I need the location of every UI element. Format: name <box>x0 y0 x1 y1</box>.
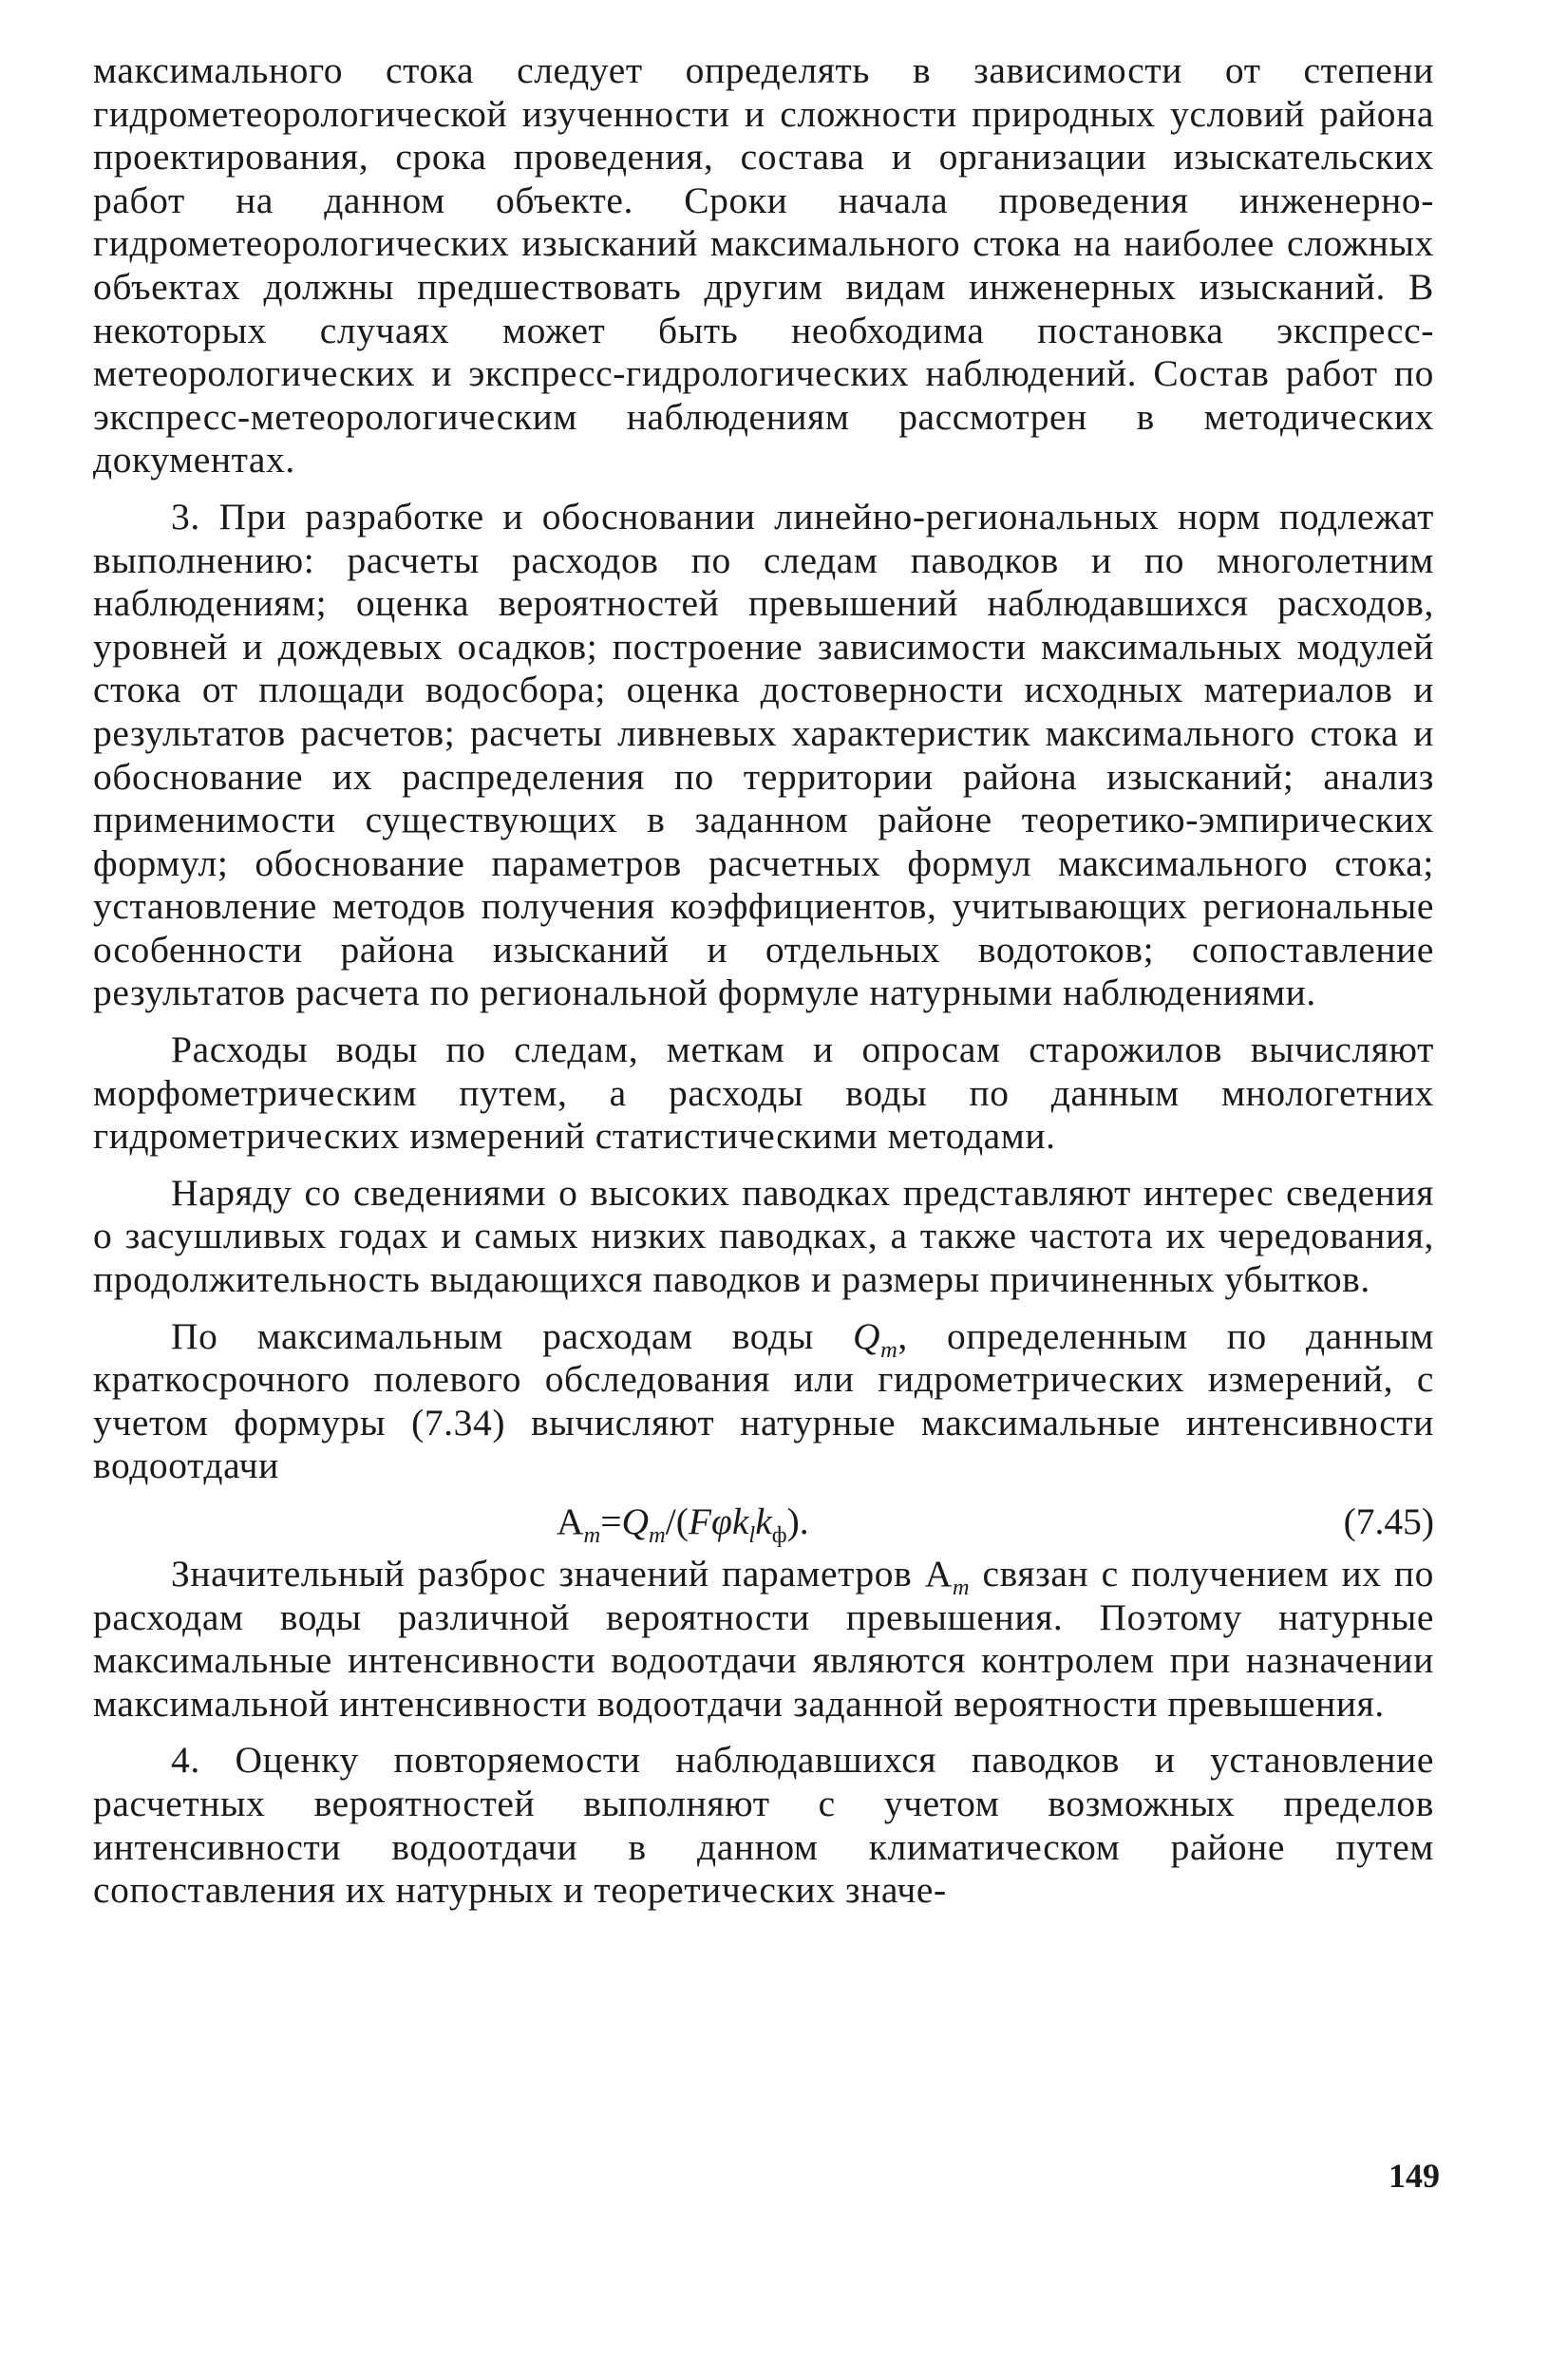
paragraph-scatter <box>93 1553 1434 1726</box>
symbol-q: Q <box>621 1500 650 1542</box>
formula-number: (7.45) <box>1343 1500 1434 1542</box>
text-segment: , определенным по данным краткосрочного полевого обследования или гидрометрических измерений, с учетом формуры (7.34) вычисляют натурные максимальные интенсивности водоотдачи <box>93 1314 1434 1487</box>
formula-tail: . <box>799 1500 809 1542</box>
symbol-m-subscript: m <box>952 1574 971 1600</box>
formula-7-45 <box>557 1496 809 1547</box>
symbol-m-subscript: m <box>649 1521 666 1548</box>
paragraph-item-4: 4. Оценку повторяемости наблюдавшихся паводков и установление расчетных вероятностей выполняют с учетом возможных пределов интенсивности водоотдачи в данном климатическом районе путем сопоставления их натурных и теоретических значе- <box>93 1739 1434 1912</box>
formula-close-paren: ) <box>786 1500 800 1542</box>
text-segment: По максимальным расходам воды <box>171 1314 853 1357</box>
formula-row <box>93 1496 1434 1547</box>
symbol-q: Q <box>852 1314 881 1357</box>
symbol-f-subscript: ф <box>771 1521 787 1548</box>
page-content <box>93 49 1434 1913</box>
paragraph-dry-years: Наряду со сведениями о высоких паводках представляют интерес сведения о засушливых годах и самых низких паводках, а также частота их чередования, продолжительность выдающихся паводков и размеры причиненных убытков. <box>93 1171 1434 1301</box>
symbol-k: k <box>731 1500 749 1542</box>
paragraph-max-discharge <box>93 1315 1434 1488</box>
text-segment: Значительный разброс значений параметров <box>171 1553 925 1595</box>
symbol-l-subscript: l <box>748 1521 756 1548</box>
symbol-m-subscript: m <box>583 1521 601 1548</box>
symbol-a: A <box>557 1500 584 1542</box>
symbol-k: k <box>755 1500 772 1542</box>
formula-slash: / <box>665 1500 676 1542</box>
paragraph-item-3: 3. При разработке и обосновании линейно-региональных норм подлежат выполнению: расчеты расходов по следам паводков и по многолетним наблюдениям; оценка вероятностей превышений наблюдавшихся расходов, уровней и дождевых осадков; построение зависимости максимальных модулей стока от площади водосбора; оценка достоверности исходных материалов и результатов расчетов; расчеты ливневых характеристик максимального стока и обоснование их распределения по территории района изысканий; анализ применимости существующих в заданном районе теоретико-эмпирических формул; обоснование параметров расчетных формул максимального стока; установление методов получения коэффициентов, учитывающих региональные особенности района изысканий и отдельных водотоков; сопоставление результатов расчета по региональной формуле натурными наблюдениями. <box>93 495 1434 1014</box>
formula-equals: = <box>600 1500 622 1542</box>
formula-open-paren: ( <box>675 1500 689 1542</box>
symbol-m-subscript: m <box>880 1336 898 1363</box>
symbol-a: A <box>924 1553 953 1595</box>
text-segment: связан с получением их по расходам воды различной вероятности превышения. Поэтому натурные максимальные интенсивности водоотдачи являются контролем при назначении максимальной интенсивности водоотдачи заданной вероятности превышения. <box>93 1553 1435 1725</box>
symbol-phi: φ <box>711 1500 732 1542</box>
page-number: 149 <box>1389 2157 1440 2195</box>
paragraph-flood-traces: Расходы воды по следам, меткам и опросам старожилов вычисляют морфометрическим путем, а расходы воды по данным мнологетних гидрометрических измерений статистическими методами. <box>93 1029 1434 1158</box>
paragraph-continuation: максимального стока следует определять в зависимости от степени гидрометеорологической изученности и сложности природных условий района проектирования, срока проведения, состава и организации изыскательских работ на данном объекте. Сроки начала проведения инженерно-гидрометеорологических изысканий максимального стока на наиболее сложных объектах должны предшествовать другим видам инженерных изысканий. В некоторых случаях может быть необходима постановка экспресс-метеорологических и экспресс-гидрологических наблюдений. Состав работ по экспресс-метеорологическим наблюдениям рассмотрен в методических документах. <box>93 49 1434 481</box>
symbol-f: F <box>688 1500 711 1542</box>
